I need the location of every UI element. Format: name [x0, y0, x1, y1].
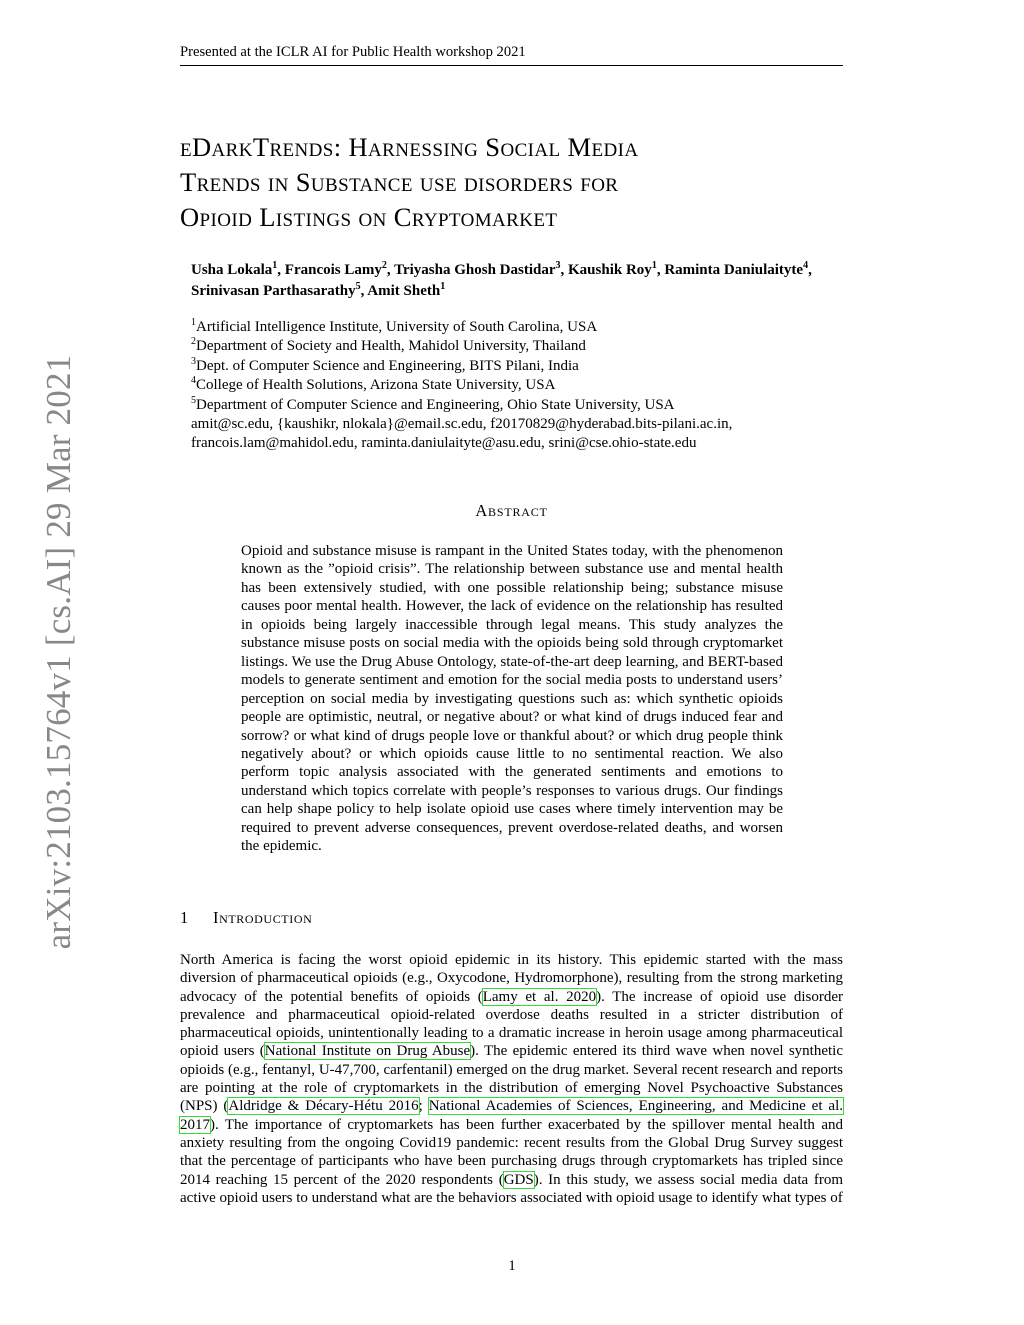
citation-link[interactable]: Aldridge & Décary-Hétu 2016: [228, 1098, 419, 1115]
author-name: Srinivasan Parthasarathy: [191, 283, 356, 299]
affiliation-text: Artificial Intelligence Institute, University of South Carolina, USA: [196, 319, 598, 335]
affiliation-line: [191, 318, 891, 337]
body-text: ;: [418, 1098, 429, 1115]
author-name: Triyasha Ghosh Dastidar: [394, 262, 556, 278]
email-line: francois.lam@mahidol.edu, raminta.daniulaityte@asu.edu, srini@cse.ohio-state.edu: [191, 435, 697, 452]
page-number: 1: [508, 1258, 516, 1274]
author-name: Francois Lamy: [284, 262, 382, 278]
author-affiliation-mark: 2: [381, 260, 387, 271]
author-list: Usha Lokala$^1$, Francois Lamy$^2$, Triyasha Ghosh Dastidar$^3$, Kaushik Roy$^1$, Raminta Daniulaityte$^4$, Srinivasan Parthasarathy$^5$, Amit Sheth$^1$: [191, 260, 812, 299]
affiliation-text: College of Health Solutions, Arizona State University, USA: [196, 377, 556, 394]
affiliation-text: Department of Computer Science and Engineering, Ohio State University, USA: [196, 396, 675, 413]
affiliation-number: 4: [191, 375, 196, 387]
author-affiliation-mark: 1: [440, 281, 446, 292]
arxiv-identifier: arXiv:2103.15764v1 [cs.AI] 29 Mar 2021: [39, 354, 78, 950]
citation-link[interactable]: GDS: [503, 1171, 534, 1188]
abstract-text: Opioid and substance misuse is rampant in the United States today, with the phenomenon known as the ”opioid crisis”. The relationship between substance use and mental health has been extensively studied, with one possible relationship being; substance misuse causes poor mental health. However, the lack of evidence on the relationship has resulted in opioids being largely inaccessible through legal means. This study analyzes the substance misuse posts on social media with the opioids being sold through cryptomarket listings. We use the Drug Abuse Ontology, state-of-the-art deep learning, and BERT-based models to generate sentiment and emotion for the social media posts to understand users’ perception on social media by investigating questions such as: which synthetic opioids people are optimistic, neutral, or negative about? or what kind of drugs induced fear and sorrow? or what kind of drugs people love or thankful about? or which drug people think negatively about? or which opioids cause little to no sentimental reaction. We also perform topic analysis associated with the generated sentiments and emotions to understand which topics correlate with people’s responses to various drugs. Our findings can help shape policy to help isolate opioid use cases where timely intervention may be required to prevent adverse consequences, prevent overdose-related deaths, and worsen the epidemic.: [241, 543, 783, 855]
affiliation-number: 3: [191, 355, 196, 367]
paper-title: [180, 130, 843, 235]
title-line-1: eDarkTrends: Harnessing Social Media: [180, 132, 639, 162]
affiliation-number: 5: [191, 394, 196, 406]
author-name: Usha Lokala: [191, 262, 273, 278]
body-text: ). The epidemic entered its third wave when novel synthetic opioids (e.g., fentanyl, U-47,700, carfentanil) emerged on the drug market. Several recent research and reports are pointing at the role of cryptomarkets in the distribution of emerging Novel Psychoactive Substances (NPS) (: [180, 1043, 843, 1115]
citation-link[interactable]: Lamy et al. 2020: [482, 988, 597, 1005]
affiliation-line: [191, 396, 891, 415]
section-number: 1: [180, 908, 189, 927]
abstract-heading: Abstract: [475, 501, 548, 520]
email-line: amit@sc.edu, {kaushikr, nlokala}@email.sc.edu, f20170829@hyderabad.bits-pilani.ac.in,: [191, 416, 733, 433]
body-text: North America is facing the worst opioid epidemic in its history. This epidemic started with the mass diversion of pharmaceutical opioids (e.g., Oxycodone, Hydromorphone), resulting from the strong marketing advocacy of the potential benefits of opioids (: [180, 952, 843, 1005]
body-text: ). The importance of cryptomarkets has been further exacerbated by the spillover mental health and anxiety resulting from the ongoing Covid19 pandemic: recent results from the Global Drug Survey suggest that the percentage of participants who have been purchasing drugs through cryptomarkets has tripled since 2014 reaching 15 percent of the 2020 respondents (: [180, 1116, 843, 1188]
author-affiliation-mark: 4: [803, 260, 809, 271]
affiliation-line: [191, 376, 891, 395]
affiliation-number: 1: [191, 317, 196, 328]
affiliation-number: 2: [191, 336, 196, 348]
author-affiliation-mark: 1: [272, 260, 278, 271]
author-name: Amit Sheth: [367, 283, 441, 299]
section-title: Introduction: [213, 908, 313, 927]
author-affiliation-mark: 3: [555, 260, 561, 271]
author-affiliation-mark: 1: [651, 260, 657, 271]
body-text: ). The increase of opioid use disorder prevalence and pharmaceutical opioid-related overdose deaths resulted in a stricter distribution of pharmaceutical opioids, unintentionally leading to a dramatic increase in heroin usage among pharmaceutical opioid users (: [180, 988, 844, 1060]
section-heading: [180, 908, 843, 928]
running-header: Presented at the ICLR AI for Public Health workshop 2021: [180, 44, 526, 60]
author-name: Raminta Daniulaityte: [664, 262, 804, 278]
author-name: Kaushik Roy: [568, 262, 652, 278]
citation-link[interactable]: National Institute on Drug Abuse: [264, 1043, 471, 1060]
body-text: ). In this study, we assess social media data from active opioid users to understand what are the behaviors associated with opioid usage to identify what types of: [180, 1171, 843, 1206]
affiliation-line: [191, 337, 891, 356]
introduction-paragraph: [180, 951, 843, 1207]
header-rule: [180, 65, 843, 66]
citation-link[interactable]: National Academies of Sciences, Engineering, and Medicine et al. 2017: [180, 1098, 843, 1133]
title-line-3: Opioid Listings on Cryptomarket: [180, 202, 558, 232]
affiliation-text: Dept. of Computer Science and Engineering, BITS Pilani, India: [196, 357, 579, 374]
affiliations: [191, 318, 891, 454]
title-line-2: Trends in Substance use disorders for: [180, 167, 619, 197]
author-affiliation-mark: 5: [355, 281, 361, 292]
affiliation-text: Department of Society and Health, Mahidol University, Thailand: [196, 338, 586, 355]
affiliation-line: [191, 357, 891, 376]
